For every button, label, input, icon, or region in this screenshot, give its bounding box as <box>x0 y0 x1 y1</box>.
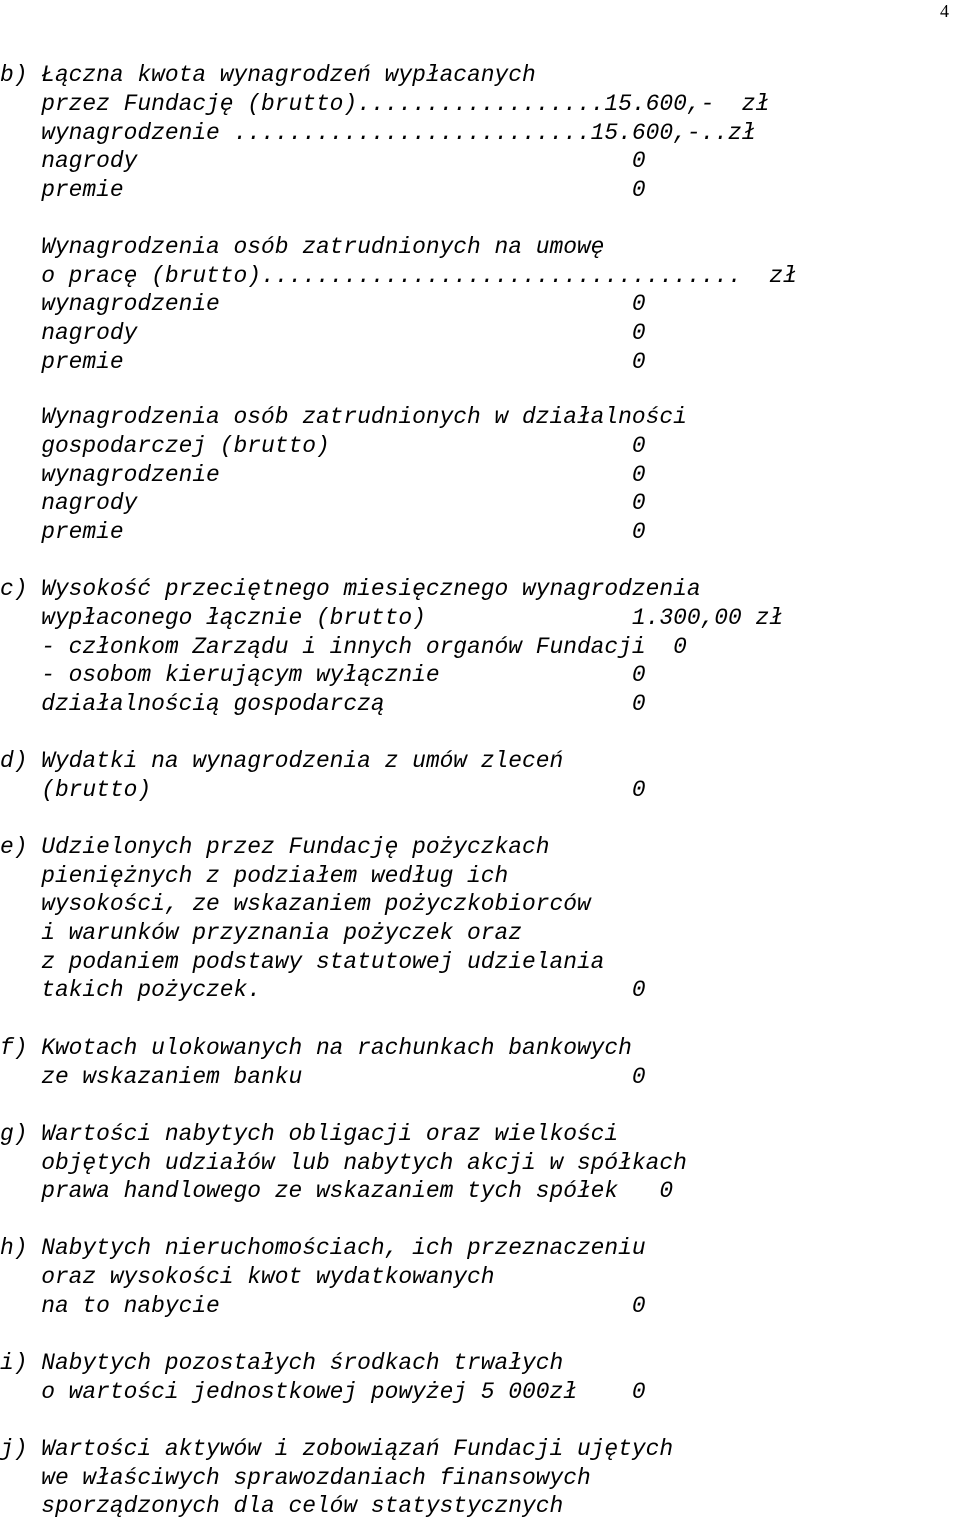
text-line: premie 0 <box>0 177 646 203</box>
text-line: nagrody 0 <box>0 148 646 174</box>
text-line: gospodarczej (brutto) 0 <box>0 433 646 459</box>
text-line: premie 0 <box>0 349 646 375</box>
text-line: nagrody 0 <box>0 320 646 346</box>
text-line: pieniężnych z podziałem według ich <box>0 863 509 889</box>
text-line: (brutto) 0 <box>0 777 646 803</box>
text-line: i) Nabytych pozostałych środkach trwałych <box>0 1350 564 1376</box>
text-line: wypłaconego łącznie (brutto) 1.300,00 zł <box>0 605 783 631</box>
text-line: o pracę (brutto)................................... zł <box>0 263 797 289</box>
text-line: e) Udzielonych przez Fundację pożyczkach <box>0 834 550 860</box>
text-line: przez Fundację (brutto)..................15.600,- zł <box>0 91 770 117</box>
text-line: sporządzonych dla celów statystycznych <box>0 1493 564 1519</box>
text-line: Wynagrodzenia osób zatrudnionych w działalności <box>0 404 687 430</box>
text-line: b) Łączna kwota wynagrodzeń wypłacanych <box>0 62 536 88</box>
text-line: Wynagrodzenia osób zatrudnionych na umowę <box>0 234 605 260</box>
text-line: wynagrodzenie 0 <box>0 291 646 317</box>
text-line: premie 0 <box>0 519 646 545</box>
text-line: j) Wartości aktywów i zobowiązań Fundacji ujętych <box>0 1436 674 1462</box>
text-line: o wartości jednostkowej powyżej 5 000zł 0 <box>0 1379 646 1405</box>
text-line: takich pożyczek. 0 <box>0 977 646 1003</box>
text-line: nagrody 0 <box>0 490 646 516</box>
text-line: c) Wysokość przeciętnego miesięcznego wynagrodzenia <box>0 576 701 602</box>
text-line: f) Kwotach ulokowanych na rachunkach bankowych <box>0 1035 632 1061</box>
text-line: z podaniem podstawy statutowej udzielania <box>0 949 605 975</box>
text-line: ze wskazaniem banku 0 <box>0 1064 646 1090</box>
text-line: - osobom kierującym wyłącznie 0 <box>0 662 646 688</box>
text-line: wysokości, ze wskazaniem pożyczkobiorców <box>0 891 591 917</box>
text-line: g) Wartości nabytych obligacji oraz wielkości <box>0 1121 619 1147</box>
text-line: objętych udziałów lub nabytych akcji w spółkach <box>0 1150 687 1176</box>
text-line: wynagrodzenie 0 <box>0 462 646 488</box>
text-line: oraz wysokości kwot wydatkowanych <box>0 1264 495 1290</box>
text-line: na to nabycie 0 <box>0 1293 646 1319</box>
text-line: h) Nabytych nieruchomościach, ich przeznaczeniu <box>0 1235 646 1261</box>
text-line: d) Wydatki na wynagrodzenia z umów zleceń <box>0 748 564 774</box>
text-line: prawa handlowego ze wskazaniem tych spółek 0 <box>0 1178 674 1204</box>
page-number: 4 <box>940 1 949 21</box>
text-line: - członkom Zarządu i innych organów Fundacji 0 <box>0 634 687 660</box>
text-line: we właściwych sprawozdaniach finansowych <box>0 1465 591 1491</box>
text-line: działalnością gospodarczą 0 <box>0 691 646 717</box>
text-line: i warunków przyznania pożyczek oraz <box>0 920 522 946</box>
text-line: wynagrodzenie ..........................15.600,-..zł <box>0 120 756 146</box>
